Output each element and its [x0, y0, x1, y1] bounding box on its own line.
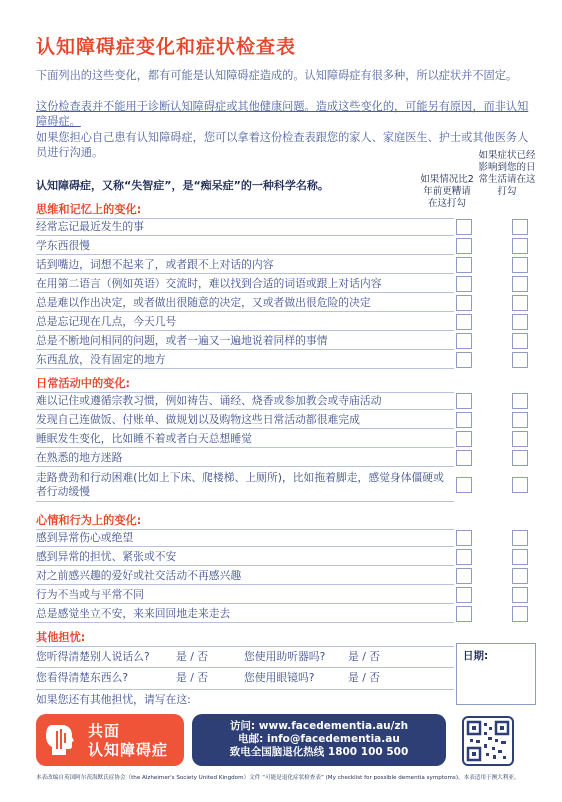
checklist-item — [36, 332, 454, 350]
section-heading-other: 其他担忧: — [36, 631, 86, 644]
date-label: 日期: — [463, 650, 489, 662]
hearing-question: 您听得清楚别人说话么? — [36, 650, 150, 663]
worse-checkbox[interactable] — [456, 450, 472, 466]
logo-line-1: 共面 — [88, 722, 121, 740]
intro-paragraph-3: 如果您担心自己患有认知障碍症，您可以拿着这份检查表跟您的家人、家庭医生、护士或其他医务人员进行沟通。 — [36, 131, 529, 159]
face-dementia-logo — [36, 714, 184, 766]
website-link[interactable]: 访问: www.facedementia.au/zh — [229, 720, 409, 732]
daily-life-checkbox[interactable] — [512, 314, 528, 330]
checklist-item-text: 总是感觉坐立不安，来来回回地走来走去 — [36, 606, 231, 620]
date-field[interactable] — [456, 643, 536, 705]
worse-checkbox[interactable] — [456, 257, 472, 273]
checklist-item — [36, 468, 454, 502]
daily-life-checkbox[interactable] — [512, 352, 528, 368]
worse-checkbox[interactable] — [456, 238, 472, 254]
checklist-item-text: 走路费劲和行动困难(比如上下床、爬楼梯、上厕所)，比如拖着脚走，感觉身体僵硬或者行动缓慢 — [36, 470, 444, 498]
section-heading: 思维和记忆上的变化: — [36, 203, 142, 216]
checklist-item — [36, 548, 454, 566]
checklist-item-text: 难以记住或遵循宗教习惯，例如祷告、诵经、烧香或参加教会或寺庙活动 — [36, 394, 382, 407]
daily-life-checkbox[interactable] — [512, 219, 528, 235]
worse-checkbox[interactable] — [456, 568, 472, 584]
glasses-answer[interactable]: 是 / 否 — [348, 671, 381, 684]
intro-paragraph-1: 下面列出的这些变化，都有可能是认知障碍症造成的。认知障碍症有很多种，所以症状并不固定。 — [36, 69, 518, 82]
checklist-item — [36, 351, 454, 369]
worse-checkbox[interactable] — [456, 352, 472, 368]
worse-checkbox[interactable] — [456, 431, 472, 447]
daily-life-checkbox[interactable] — [512, 450, 528, 466]
checklist-item-text: 睡眠发生变化，比如睡不着或者白天总想睡觉 — [36, 431, 252, 445]
email-link[interactable]: 电邮: info@facedementia.au — [238, 733, 400, 745]
daily-life-checkbox[interactable] — [512, 393, 528, 409]
daily-life-checkbox[interactable] — [512, 477, 528, 493]
worse-checkbox[interactable] — [456, 295, 472, 311]
checklist-item-text: 话到嘴边，词想不起来了，或者跟不上对话的内容 — [36, 257, 274, 271]
source-credit: 本表改编自英国阿尔茨海默氏症协会（the Alzheimer's Society United Kingdom）文件 “可能是退化症状检查表” (My checklist for possible dementia symptoms)。本表适用于澳大利亚。 — [36, 775, 520, 781]
other-concerns-prompt: 如果您还有其他担忧，请写在这: — [36, 693, 191, 706]
checklist-item — [36, 256, 454, 274]
worse-checkbox[interactable] — [456, 314, 472, 330]
daily-life-checkbox[interactable] — [512, 412, 528, 428]
checklist-item — [36, 449, 454, 467]
daily-life-checkbox[interactable] — [512, 587, 528, 603]
checklist-item — [36, 294, 454, 312]
column-header-worse: 如果情况比2年前更糟请在这打勾 — [420, 174, 474, 209]
checklist-item — [36, 567, 454, 585]
dementia-definition: 认知障碍症，又称“失智症”，是“痴呆症”的一种科学名称。 — [36, 179, 329, 192]
intro-paragraph-2: 这份检查表并不能用于诊断认知障碍症或其他健康问题。造成这些变化的，可能另有原因，而非认知障碍症。 — [36, 100, 529, 128]
vision-row — [36, 668, 454, 690]
worse-checkbox[interactable] — [456, 333, 472, 349]
qr-code-icon — [462, 716, 514, 766]
daily-life-checkbox[interactable] — [512, 568, 528, 584]
checklist-item-text: 经常忘记最近发生的事 — [36, 220, 144, 233]
worse-checkbox[interactable] — [456, 587, 472, 603]
contact-info-panel — [192, 714, 446, 766]
checklist-item-text: 东西乱放，没有固定的地方 — [36, 352, 166, 366]
checklist-item-text: 行为不当或与平常不同 — [36, 587, 144, 601]
daily-life-checkbox[interactable] — [512, 549, 528, 565]
other-concerns-row[interactable] — [36, 690, 454, 712]
daily-life-checkbox[interactable] — [512, 295, 528, 311]
daily-life-checkbox[interactable] — [512, 257, 528, 273]
worse-checkbox[interactable] — [456, 219, 472, 235]
section-heading: 心情和行为上的变化: — [36, 514, 142, 527]
daily-life-checkbox[interactable] — [512, 238, 528, 254]
head-profile-icon — [46, 723, 74, 757]
checklist-item — [36, 392, 454, 410]
worse-checkbox[interactable] — [456, 276, 472, 292]
worse-checkbox[interactable] — [456, 530, 472, 546]
hearing-row — [36, 646, 454, 668]
worse-checkbox[interactable] — [456, 412, 472, 428]
checklist-item-text: 总是不断地问相同的问题，或者一遍又一遍地说着同样的事情 — [36, 333, 328, 347]
worse-checkbox[interactable] — [456, 477, 472, 493]
hotline-text: 致电全国脑退化热线 1800 100 500 — [229, 746, 409, 758]
checklist-item-text: 在用第二语言（例如英语）交流时，难以找到合适的词语或跟上对话内容 — [36, 276, 382, 290]
checklist-item — [36, 237, 454, 255]
daily-life-checkbox[interactable] — [512, 530, 528, 546]
checklist-item-text: 学东西很慢 — [36, 238, 90, 252]
hearing-aid-question: 您使用助听器吗? — [244, 650, 326, 663]
checklist-item — [36, 586, 454, 604]
worse-checkbox[interactable] — [456, 549, 472, 565]
hearing-aid-answer[interactable]: 是 / 否 — [348, 650, 381, 663]
checklist-item — [36, 275, 454, 293]
vision-answer[interactable]: 是 / 否 — [176, 671, 209, 684]
logo-line-2: 认知障碍症 — [88, 741, 169, 759]
checklist-item-text: 发现自己连做饭、付账单、做规划以及购物这些日常活动都很难完成 — [36, 412, 360, 426]
vision-question: 您看得清楚东西么? — [36, 671, 129, 684]
checklist-item — [36, 218, 454, 236]
daily-life-checkbox[interactable] — [512, 431, 528, 447]
daily-life-checkbox[interactable] — [512, 276, 528, 292]
checklist-item — [36, 430, 454, 448]
worse-checkbox[interactable] — [456, 393, 472, 409]
glasses-question: 您使用眼镜吗? — [244, 671, 315, 684]
daily-life-checkbox[interactable] — [512, 606, 528, 622]
checklist-item-text: 在熟悉的地方迷路 — [36, 450, 123, 464]
daily-life-checkbox[interactable] — [512, 333, 528, 349]
page-title: 认知障碍症变化和症状检查表 — [36, 36, 297, 58]
worse-checkbox[interactable] — [456, 606, 472, 622]
checklist-item — [36, 313, 454, 331]
checklist-item-text: 总是忘记现在几点，今天几号 — [36, 314, 177, 328]
checklist-item — [36, 411, 454, 429]
checklist-item-text: 感到异常的担忧、紧张或不安 — [36, 549, 177, 563]
checklist-item — [36, 529, 454, 547]
checklist-item-text: 感到异常伤心或绝望 — [36, 531, 134, 544]
checklist-item-text: 总是难以作出决定，或者做出很随意的决定，又或者做出很危险的决定 — [36, 295, 371, 309]
checklist-item — [36, 605, 454, 623]
column-header-daily-life: 如果症状已经影响到您的日常生活请在这打勾 — [478, 150, 536, 197]
hearing-answer[interactable]: 是 / 否 — [176, 650, 209, 663]
section-heading: 日常活动中的变化: — [36, 377, 130, 390]
checklist-item-text: 对之前感兴趣的爱好或社交活动不再感兴趣 — [36, 568, 242, 582]
